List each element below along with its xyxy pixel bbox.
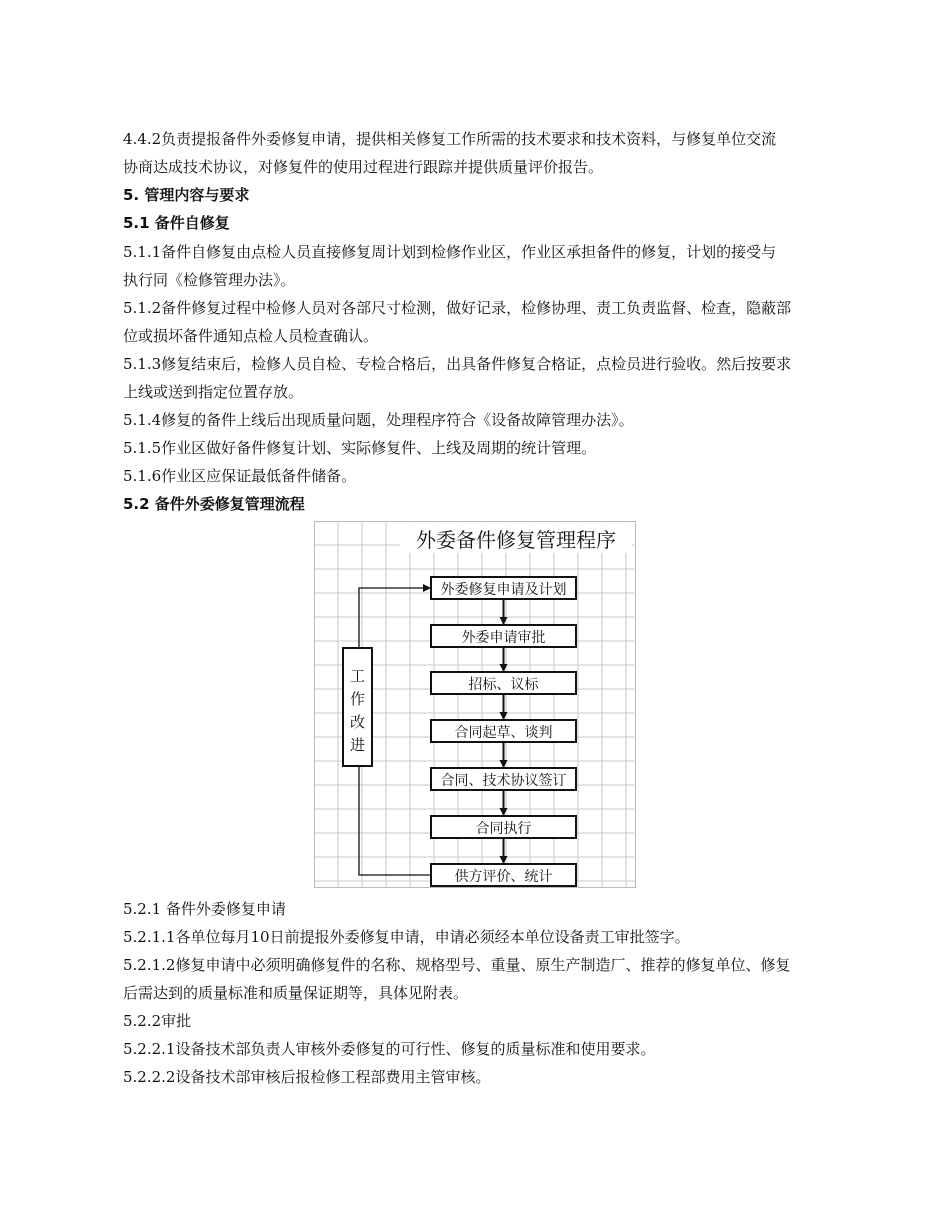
flow-step-2 [431,625,576,647]
paragraph-5-1-6: 5.1.6作业区应保证最低备件储备。 [123,467,357,485]
paragraph-4-4-2-line2: 协商达成技术协议，对修复件的使用过程进行跟踪并提供质量评价报告。 [123,158,604,176]
flowchart-title: 外委备件修复管理程序 [416,528,616,552]
paragraph-5-2-1-1: 5.2.1.1各单位每月10日前提报外委修复申请，申请必须经本单位设备责工审批签字。 [123,928,690,946]
flow-step-6-label: 合同执行 [475,821,532,837]
paragraph-5-1-1-line2: 执行同《检修管理办法》。 [123,271,296,289]
paragraph-4-4-2-line1: 4.4.2负责提报备件外委修复申请，提供相关修复工作所需的技术要求和技术资料，与修复单位交流 [123,130,777,148]
flowchart-svg [314,521,636,888]
paragraph-5-2-1-2-line2: 后需达到的质量标准和质量保证期等，具体见附表。 [123,984,469,1002]
paragraph-5-1-5: 5.1.5作业区做好备件修复计划、实际修复件、上线及周期的统计管理。 [123,439,597,457]
paragraph-5-2-2-1: 5.2.2.1设备技术部负责人审核外委修复的可行性、修复的质量标准和使用要求。 [123,1040,656,1058]
flow-step-3-label: 招标、议标 [468,677,539,693]
paragraph-5-2-1-heading: 5.2.1 备件外委修复申请 [123,900,286,918]
paragraph-5-1-3-line2: 上线或送到指定位置存放。 [123,383,304,401]
paragraph-5-2-2-heading: 5.2.2审批 [123,1012,192,1030]
section-heading-5: 5. 管理内容与要求 [123,186,250,204]
flow-step-4-label: 合同起草、谈判 [454,725,553,741]
flow-step-4 [431,720,576,742]
flowchart-figure [314,521,636,888]
flow-step-5 [431,768,576,790]
flow-step-6 [431,816,576,838]
paragraph-5-1-3-line1: 5.1.3修复结束后，检修人员自检、专检合格后，出具备件修复合格证，点检员进行验收。然后按要求 [123,355,792,373]
flow-step-2-label: 外委申请审批 [461,630,546,646]
paragraph-5-1-2-line1: 5.1.2备件修复过程中检修人员对各部尺寸检测，做好记录，检修协理、责工负责监督、检查，隐蔽部 [123,299,792,317]
paragraph-5-1-4: 5.1.4修复的备件上线后出现质量问题，处理程序符合《设备故障管理办法》。 [123,411,634,429]
flow-step-7-label: 供方评价、统计 [454,869,553,885]
flow-step-1 [431,577,576,599]
section-heading-5-2: 5.2 备件外委修复管理流程 [123,495,305,513]
feedback-char-4: 进 [349,736,366,754]
paragraph-5-2-2-2: 5.2.2.2设备技术部审核后报检修工程部费用主管审核。 [123,1068,491,1086]
flow-step-1-label: 外委修复申请及计划 [440,582,567,598]
feedback-char-1: 工 [349,667,366,685]
flow-step-7 [431,864,576,886]
section-heading-5-1: 5.1 备件自修复 [123,214,230,232]
paragraph-5-1-2-line2: 位或损坏备件通知点检人员检查确认。 [123,327,379,345]
paragraph-5-1-1-line1: 5.1.1备件自修复由点检人员直接修复周计划到检修作业区，作业区承担备件的修复，计划的接受与 [123,243,777,261]
paragraph-5-2-1-2-line1: 5.2.1.2修复申请中必须明确修复件的名称、规格型号、重量、原生产制造厂、推荐的修复单位、修复 [123,956,791,974]
feedback-char-3: 改 [349,713,366,731]
feedback-char-2: 作 [349,690,366,708]
flow-step-5-label: 合同、技术协议签订 [440,773,567,789]
flow-step-3 [431,672,576,694]
